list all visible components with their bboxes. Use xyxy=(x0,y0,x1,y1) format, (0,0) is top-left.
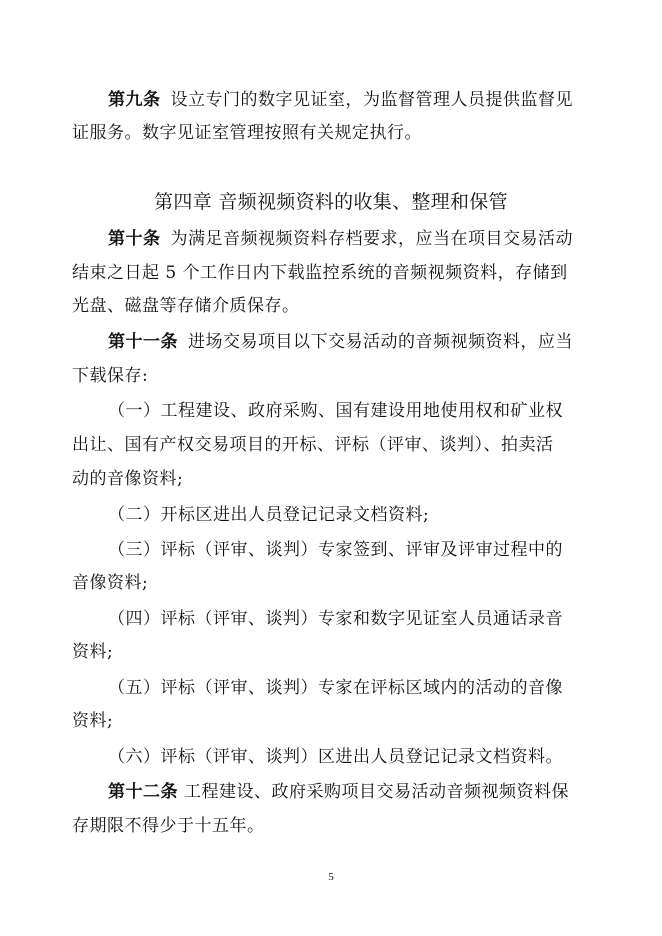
article-12-label: 第十二条 xyxy=(108,782,178,802)
article-11-text-1: 进场交易项目以下交易活动的音频视频资料，应当 xyxy=(188,332,573,352)
article-10-text-1: 为满足音频视频资料存档要求，应当在项目交易活动 xyxy=(170,229,573,249)
article-10-label: 第十条 xyxy=(108,229,161,249)
article-9-text-2: 证服务。数字见证室管理按照有关规定执行。 xyxy=(72,123,422,143)
list-item-3-line-1: （三）评标（评审、谈判）专家签到、评审及评审过程中的 xyxy=(108,540,563,560)
article-9-label: 第九条 xyxy=(108,90,161,110)
list-item-3-line-2: 音像资料; xyxy=(72,573,149,593)
chapter-4-heading: 第四章 音频视频资料的收集、整理和保管 xyxy=(154,191,508,213)
article-9-text-1: 设立专门的数字见证室，为监督管理人员提供监督见 xyxy=(170,90,573,110)
article-12-text-2: 存期限不得少于十五年。 xyxy=(72,816,265,836)
list-item-5-line-2: 资料; xyxy=(72,711,114,731)
list-item-2-line-1: （二）开标区进出人员登记记录文档资料; xyxy=(108,505,430,525)
article-12-line-2 xyxy=(72,814,265,838)
article-9-line-1 xyxy=(108,88,573,112)
list-item-6-line-1: （六）评标（评审、谈判）区进出人员登记记录文档资料。 xyxy=(108,747,563,767)
article-10-text-2: 结束之日起 5 个工作日内下载监控系统的音频视频资料，存储到 xyxy=(72,263,568,283)
list-item-1-line-3: 动的音像资料; xyxy=(72,469,184,489)
list-item-5-line-1: （五）评标（评审、谈判）专家在评标区域内的活动的音像 xyxy=(108,678,563,698)
article-11-label: 第十一条 xyxy=(108,332,178,352)
list-item-1-line-2: 出让、国有产权交易项目的开标、评标（评审、谈判）、拍卖活 xyxy=(72,435,554,455)
article-11-line-1 xyxy=(108,330,573,354)
article-11-text-2: 下载保存: xyxy=(72,366,149,386)
article-10-line-2 xyxy=(72,261,568,285)
article-10-line-3 xyxy=(72,294,300,318)
article-11-line-2 xyxy=(72,364,148,388)
list-item-4-line-1: （四）评标（评审、谈判）专家和数字见证室人员通话录音 xyxy=(108,609,563,629)
list-item-4-line-2: 资料; xyxy=(72,642,114,662)
article-9-line-2 xyxy=(72,121,422,145)
article-10-text-3: 光盘、磁盘等存储介质保存。 xyxy=(72,296,300,316)
list-item-1-line-1: （一）工程建设、政府采购、国有建设用地使用权和矿业权 xyxy=(108,401,563,421)
article-12-line-1 xyxy=(108,780,569,804)
article-12-text-1: 工程建设、政府采购项目交易活动音频视频资料保 xyxy=(184,782,569,802)
article-10-line-1 xyxy=(108,227,573,251)
page-number: 5 xyxy=(328,871,334,883)
